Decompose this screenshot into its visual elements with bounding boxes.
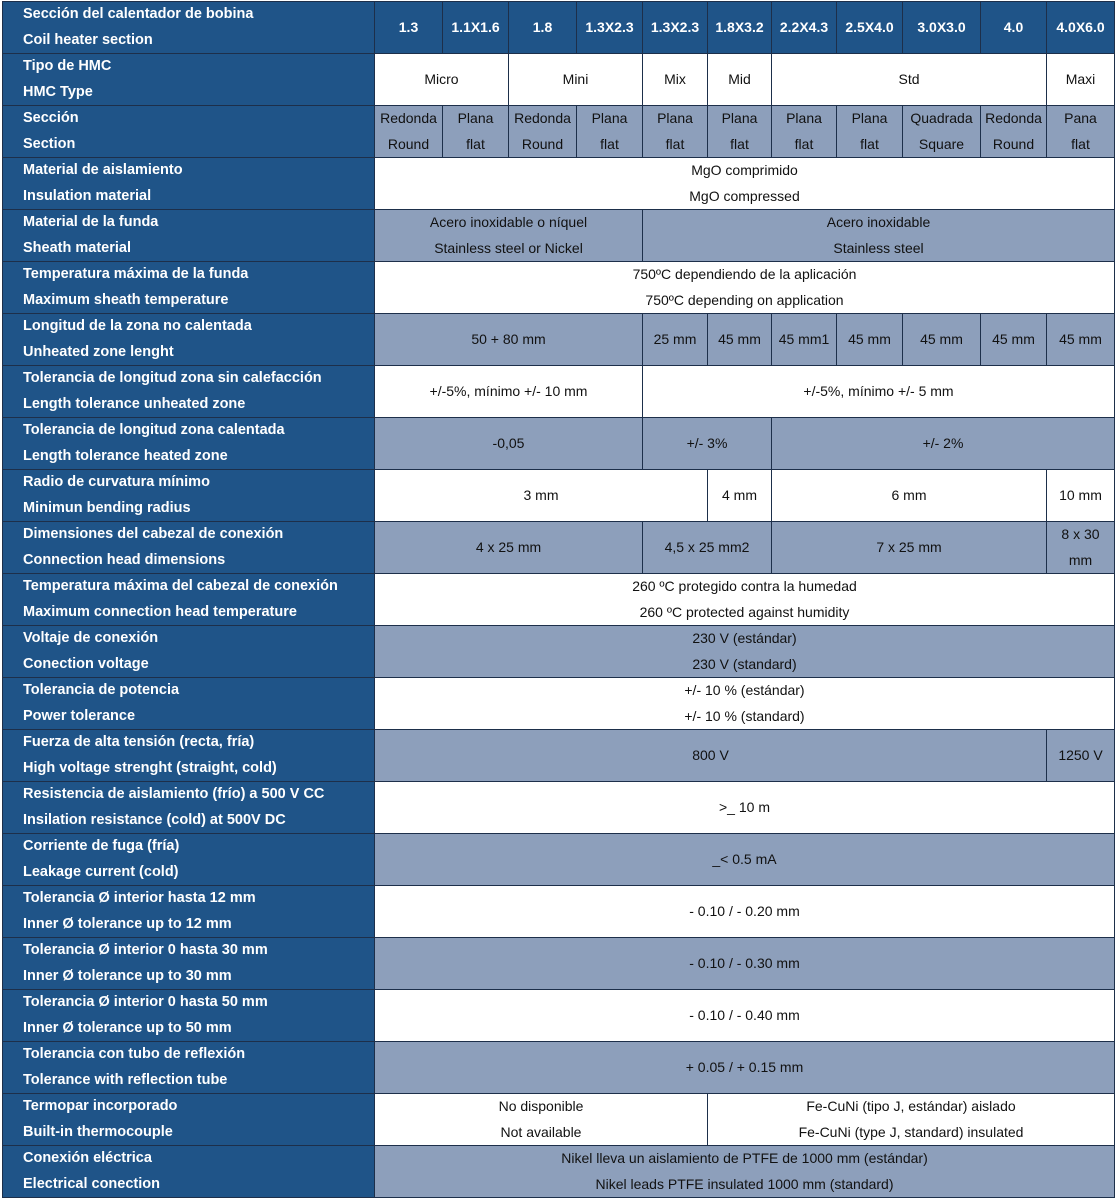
tol-unheated-row [3, 366, 1115, 418]
unheated-length-row [3, 314, 1115, 366]
section-cell: Plana flat [708, 106, 772, 158]
unheated-length-value: 50 + 80 mm [375, 314, 643, 366]
unheated-length-value: 45 mm [903, 314, 981, 366]
tol-reflection-row [3, 1042, 1115, 1094]
size-header: 2.2X4.3 [772, 2, 837, 54]
hmc-mix: Mix [643, 54, 708, 106]
bend-radius-value: 6 mm [772, 470, 1047, 522]
tol-heated-value: +/- 3% [643, 418, 772, 470]
head-dims-value: 4 x 25 mm [375, 522, 643, 574]
voltage-row [3, 626, 1115, 678]
bend-radius-value: 3 mm [375, 470, 708, 522]
sheath-value: Acero inoxidable o níquel Stainless steel or Nickel [375, 210, 643, 262]
section-cell: Pana flat [1047, 106, 1115, 158]
hmc-std: Std [772, 54, 1047, 106]
leakage-value: _< 0.5 mA [375, 834, 1115, 886]
power-tol-value: +/- 10 % (estándar) +/- 10 % (standard) [375, 678, 1115, 730]
insulation-res-value: >_ 10 m [375, 782, 1115, 834]
unheated-length-value: 45 mm [1047, 314, 1115, 366]
head-dims-value: 8 x 30 mm [1047, 522, 1115, 574]
hmc-type-row [3, 54, 1115, 106]
hmc-micro: Micro [375, 54, 509, 106]
size-header: 1.1X1.6 [443, 2, 509, 54]
tol-50-value: - 0.10 / - 0.40 mm [375, 990, 1115, 1042]
section-cell: Plana flat [837, 106, 903, 158]
row-label: Fuerza de alta tensión (recta, fría) High voltage strenght (straight, cold) [3, 730, 375, 782]
size-header: 4.0 [981, 2, 1047, 54]
row-label: Tipo de HMC HMC Type [3, 54, 375, 106]
size-header: 4.0X6.0 [1047, 2, 1115, 54]
row-label: Corriente de fuga (fría) Leakage current (cold) [3, 834, 375, 886]
tol-12-value: - 0.10 / - 0.20 mm [375, 886, 1115, 938]
electrical-value: Nikel lleva un aislamiento de PTFE de 1000 mm (estándar) Nikel leads PTFE insulated 1000 mm (standard) [375, 1146, 1115, 1198]
tol-30-value: - 0.10 / - 0.30 mm [375, 938, 1115, 990]
bend-radius-value: 10 mm [1047, 470, 1115, 522]
unheated-length-value: 45 mm [981, 314, 1047, 366]
thermocouple-row [3, 1094, 1115, 1146]
row-label: Tolerancia con tubo de reflexión Tolerance with reflection tube [3, 1042, 375, 1094]
head-dims-row [3, 522, 1115, 574]
voltage-value: 230 V (estándar) 230 V (standard) [375, 626, 1115, 678]
bend-radius-value: 4 mm [708, 470, 772, 522]
bend-radius-row [3, 470, 1115, 522]
size-header: 2.5X4.0 [837, 2, 903, 54]
size-header: 1.3X2.3 [643, 2, 708, 54]
head-dims-value: 7 x 25 mm [772, 522, 1047, 574]
tol-50-row [3, 990, 1115, 1042]
size-header: 1.3 [375, 2, 443, 54]
tol-reflection-value: + 0.05 / + 0.15 mm [375, 1042, 1115, 1094]
unheated-length-value: 45 mm1 [772, 314, 837, 366]
hmc-mid: Mid [708, 54, 772, 106]
tol-30-row [3, 938, 1115, 990]
tol-12-row [3, 886, 1115, 938]
insulation-value: MgO comprimido MgO compressed [375, 158, 1115, 210]
row-label: Tolerancia Ø interior 0 hasta 30 mm Inner Ø tolerance up to 30 mm [3, 938, 375, 990]
hmc-maxi: Maxi [1047, 54, 1115, 106]
row-label: Material de aislamiento Insulation material [3, 158, 375, 210]
unheated-length-value: 45 mm [837, 314, 903, 366]
sheath-value: Acero inoxidable Stainless steel [643, 210, 1115, 262]
tol-unheated-value: +/-5%, mínimo +/- 10 mm [375, 366, 643, 418]
row-label: Tolerancia Ø interior hasta 12 mm Inner Ø tolerance up to 12 mm [3, 886, 375, 938]
section-cell: Redonda Round [981, 106, 1047, 158]
unheated-length-value: 25 mm [643, 314, 708, 366]
head-temp-value: 260 ºC protegido contra la humedad 260 ºC protected against humidity [375, 574, 1115, 626]
leakage-row [3, 834, 1115, 886]
tol-heated-row [3, 418, 1115, 470]
section-cell: Plana flat [643, 106, 708, 158]
size-header: 1.8 [509, 2, 577, 54]
thermocouple-value: No disponible Not available [375, 1094, 708, 1146]
insulation-res-row [3, 782, 1115, 834]
head-dims-value: 4,5 x 25 mm2 [643, 522, 772, 574]
size-header: 3.0X3.0 [903, 2, 981, 54]
unheated-length-value: 45 mm [708, 314, 772, 366]
tol-heated-value: +/- 2% [772, 418, 1115, 470]
max-sheath-temp-value: 750ºC dependiendo de la aplicación 750ºC depending on application [375, 262, 1115, 314]
row-label: Radio de curvatura mínimo Minimun bending radius [3, 470, 375, 522]
hmc-mini: Mini [509, 54, 643, 106]
hv-strength-value: 800 V [375, 730, 1047, 782]
row-label: Tolerancia Ø interior 0 hasta 50 mm Inner Ø tolerance up to 50 mm [3, 990, 375, 1042]
head-temp-row [3, 574, 1115, 626]
size-header: 1.3X2.3 [577, 2, 643, 54]
thermocouple-value: Fe-CuNi (tipo J, estándar) aislado Fe-CuNi (type J, standard) insulated [708, 1094, 1115, 1146]
row-label: Sección del calentador de bobina Coil heater section [3, 2, 375, 54]
electrical-row [3, 1146, 1115, 1198]
row-label: Tolerancia de potencia Power tolerance [3, 678, 375, 730]
row-label: Tolerancia de longitud zona sin calefacción Length tolerance unheated zone [3, 366, 375, 418]
max-sheath-temp-row [3, 262, 1115, 314]
row-label: Termopar incorporado Built-in thermocouple [3, 1094, 375, 1146]
section-cell: Redonda Round [375, 106, 443, 158]
row-label: Conexión eléctrica Electrical conection [3, 1146, 375, 1198]
row-label: Temperatura máxima del cabezal de conexión Maximum connection head temperature [3, 574, 375, 626]
size-header: 1.8X3.2 [708, 2, 772, 54]
insulation-row [3, 158, 1115, 210]
row-label: Material de la funda Sheath material [3, 210, 375, 262]
row-label: Voltaje de conexión Conection voltage [3, 626, 375, 678]
header-row [3, 2, 1115, 54]
tol-unheated-value: +/-5%, mínimo +/- 5 mm [643, 366, 1115, 418]
row-label: Dimensiones del cabezal de conexión Connection head dimensions [3, 522, 375, 574]
tol-heated-value: -0,05 [375, 418, 643, 470]
section-row [3, 106, 1115, 158]
spec-table [2, 1, 1115, 1198]
hv-strength-value: 1250 V [1047, 730, 1115, 782]
section-cell: Redonda Round [509, 106, 577, 158]
row-label: Sección Section [3, 106, 375, 158]
sheath-row [3, 210, 1115, 262]
section-cell: Plana flat [577, 106, 643, 158]
section-cell: Plana flat [443, 106, 509, 158]
row-label: Tolerancia de longitud zona calentada Length tolerance heated zone [3, 418, 375, 470]
hv-strength-row [3, 730, 1115, 782]
section-cell: Quadrada Square [903, 106, 981, 158]
row-label: Longitud de la zona no calentada Unheated zone lenght [3, 314, 375, 366]
row-label: Resistencia de aislamiento (frío) a 500 V CC Insilation resistance (cold) at 500V DC [3, 782, 375, 834]
row-label: Temperatura máxima de la funda Maximum sheath temperature [3, 262, 375, 314]
section-cell: Plana flat [772, 106, 837, 158]
power-tol-row [3, 678, 1115, 730]
